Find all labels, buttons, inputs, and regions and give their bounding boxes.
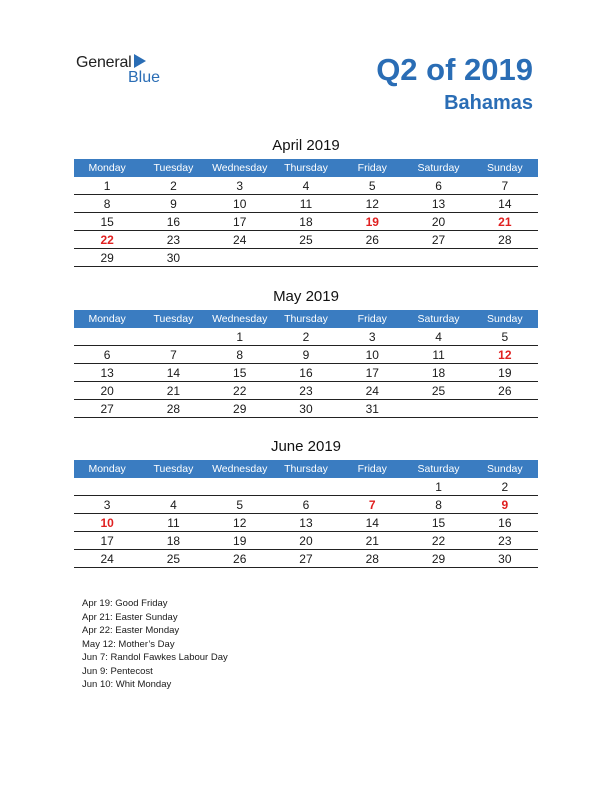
empty-day-cell (472, 249, 538, 267)
week-row (74, 346, 538, 364)
day-cell: 27 (405, 231, 471, 249)
day-cell: 7 (472, 177, 538, 195)
week-row (74, 550, 538, 568)
empty-day-cell (273, 478, 339, 496)
week-row (74, 328, 538, 346)
weekday-header: Saturday (405, 460, 471, 478)
weekday-header: Wednesday (207, 310, 273, 328)
weekday-header: Sunday (472, 310, 538, 328)
day-cell: 4 (273, 177, 339, 195)
day-cell: 2 (273, 328, 339, 346)
month-title: April 2019 (272, 137, 340, 154)
week-row (74, 514, 538, 532)
day-cell: 8 (207, 346, 273, 364)
weekday-header-row (74, 460, 538, 478)
month-calendar (74, 136, 538, 267)
weekday-header: Saturday (405, 159, 471, 177)
logo-text-blue: Blue (128, 69, 161, 86)
day-cell: 26 (472, 382, 538, 400)
day-cell: 22 (207, 382, 273, 400)
weekday-header: Thursday (273, 460, 339, 478)
weekday-header-row (74, 159, 538, 177)
day-cell: 16 (273, 364, 339, 382)
day-cell: 24 (207, 231, 273, 249)
day-cell: 28 (339, 550, 405, 568)
month-table (74, 460, 538, 568)
day-cell: 25 (405, 382, 471, 400)
week-row (74, 213, 538, 231)
weekday-header: Thursday (273, 310, 339, 328)
day-cell: 29 (74, 249, 140, 267)
empty-day-cell (74, 328, 140, 346)
day-cell: 4 (405, 328, 471, 346)
day-cell: 13 (405, 195, 471, 213)
day-cell: 1 (207, 328, 273, 346)
weekday-header: Thursday (273, 159, 339, 177)
logo-text-general: General (76, 54, 132, 71)
week-row (74, 478, 538, 496)
empty-day-cell (339, 249, 405, 267)
weekday-header: Monday (74, 460, 140, 478)
day-cell: 5 (339, 177, 405, 195)
holiday-note: Apr 21: Easter Sunday (82, 611, 178, 623)
country-name: Bahamas (444, 92, 533, 114)
day-cell: 20 (273, 532, 339, 550)
day-cell: 15 (74, 213, 140, 231)
day-cell: 17 (74, 532, 140, 550)
day-cell: 19 (207, 532, 273, 550)
day-cell: 7 (140, 346, 206, 364)
day-cell: 26 (207, 550, 273, 568)
empty-day-cell (405, 400, 471, 418)
day-cell: 17 (207, 213, 273, 231)
weekday-header: Wednesday (207, 460, 273, 478)
weekday-header: Tuesday (140, 159, 206, 177)
weekday-header: Monday (74, 159, 140, 177)
empty-day-cell (140, 478, 206, 496)
week-row (74, 496, 538, 514)
day-cell: 18 (140, 532, 206, 550)
empty-day-cell (207, 249, 273, 267)
empty-day-cell (207, 478, 273, 496)
day-cell: 3 (74, 496, 140, 514)
day-cell: 3 (339, 328, 405, 346)
day-cell: 12 (207, 514, 273, 532)
weekday-header: Tuesday (140, 460, 206, 478)
weekday-header: Sunday (472, 460, 538, 478)
month-calendar (74, 287, 538, 418)
holiday-notes (82, 597, 228, 692)
day-cell: 25 (273, 231, 339, 249)
day-cell: 14 (339, 514, 405, 532)
logo-flag-icon (134, 54, 146, 68)
day-cell: 19 (339, 213, 405, 231)
day-cell: 19 (472, 364, 538, 382)
day-cell: 31 (339, 400, 405, 418)
day-cell: 6 (273, 496, 339, 514)
day-cell: 6 (74, 346, 140, 364)
month-table (74, 310, 538, 418)
day-cell: 10 (207, 195, 273, 213)
day-cell: 30 (273, 400, 339, 418)
day-cell: 17 (339, 364, 405, 382)
day-cell: 4 (140, 496, 206, 514)
weekday-header: Friday (339, 159, 405, 177)
day-cell: 30 (472, 550, 538, 568)
weekday-header: Wednesday (207, 159, 273, 177)
day-cell: 30 (140, 249, 206, 267)
day-cell: 11 (140, 514, 206, 532)
empty-day-cell (273, 249, 339, 267)
holiday-note: Jun 9: Pentecost (82, 665, 153, 677)
day-cell: 1 (74, 177, 140, 195)
day-cell: 10 (339, 346, 405, 364)
day-cell: 8 (74, 195, 140, 213)
day-cell: 13 (273, 514, 339, 532)
weekday-header: Friday (339, 460, 405, 478)
week-row (74, 249, 538, 267)
day-cell: 6 (405, 177, 471, 195)
week-row (74, 195, 538, 213)
day-cell: 28 (140, 400, 206, 418)
day-cell: 27 (273, 550, 339, 568)
week-row (74, 400, 538, 418)
day-cell: 3 (207, 177, 273, 195)
month-calendar (74, 437, 538, 568)
generalblue-logo (76, 54, 176, 90)
day-cell: 21 (339, 532, 405, 550)
quarter-title: Q2 of 2019 (376, 52, 533, 87)
day-cell: 22 (74, 231, 140, 249)
day-cell: 29 (405, 550, 471, 568)
day-cell: 13 (74, 364, 140, 382)
day-cell: 8 (405, 496, 471, 514)
day-cell: 24 (339, 382, 405, 400)
empty-day-cell (339, 478, 405, 496)
day-cell: 24 (74, 550, 140, 568)
holiday-note: Jun 7: Randol Fawkes Labour Day (82, 652, 228, 663)
day-cell: 23 (140, 231, 206, 249)
empty-day-cell (405, 249, 471, 267)
day-cell: 9 (140, 195, 206, 213)
day-cell: 25 (140, 550, 206, 568)
day-cell: 20 (74, 382, 140, 400)
day-cell: 22 (405, 532, 471, 550)
day-cell: 23 (273, 382, 339, 400)
day-cell: 5 (472, 328, 538, 346)
day-cell: 2 (140, 177, 206, 195)
day-cell: 20 (405, 213, 471, 231)
month-table (74, 159, 538, 267)
holiday-note: Apr 19: Good Friday (82, 598, 168, 609)
month-title: June 2019 (270, 438, 342, 455)
day-cell: 11 (405, 346, 471, 364)
day-cell: 12 (472, 346, 538, 364)
holiday-note: Jun 10: Whit Monday (82, 679, 172, 690)
day-cell: 10 (74, 514, 140, 532)
empty-day-cell (74, 478, 140, 496)
empty-day-cell (140, 328, 206, 346)
month-title: May 2019 (273, 288, 339, 305)
day-cell: 16 (472, 514, 538, 532)
day-cell: 14 (472, 195, 538, 213)
day-cell: 21 (472, 213, 538, 231)
day-cell: 1 (405, 478, 471, 496)
day-cell: 9 (273, 346, 339, 364)
day-cell: 29 (207, 400, 273, 418)
day-cell: 27 (74, 400, 140, 418)
day-cell: 9 (472, 496, 538, 514)
day-cell: 28 (472, 231, 538, 249)
week-row (74, 382, 538, 400)
empty-day-cell (472, 400, 538, 418)
holiday-note: Apr 22: Easter Monday (82, 625, 180, 636)
day-cell: 18 (405, 364, 471, 382)
weekday-header: Saturday (405, 310, 471, 328)
day-cell: 21 (140, 382, 206, 400)
week-row (74, 532, 538, 550)
day-cell: 18 (273, 213, 339, 231)
day-cell: 7 (339, 496, 405, 514)
weekday-header: Monday (74, 310, 140, 328)
day-cell: 16 (140, 213, 206, 231)
day-cell: 23 (472, 532, 538, 550)
weekday-header: Friday (339, 310, 405, 328)
day-cell: 2 (472, 478, 538, 496)
weekday-header: Sunday (472, 159, 538, 177)
week-row (74, 364, 538, 382)
weekday-header: Tuesday (140, 310, 206, 328)
day-cell: 12 (339, 195, 405, 213)
day-cell: 15 (405, 514, 471, 532)
day-cell: 15 (207, 364, 273, 382)
day-cell: 5 (207, 496, 273, 514)
holiday-note: May 12: Mother’s Day (82, 638, 175, 650)
weekday-header-row (74, 310, 538, 328)
day-cell: 11 (273, 195, 339, 213)
day-cell: 14 (140, 364, 206, 382)
week-row (74, 231, 538, 249)
day-cell: 26 (339, 231, 405, 249)
week-row (74, 177, 538, 195)
